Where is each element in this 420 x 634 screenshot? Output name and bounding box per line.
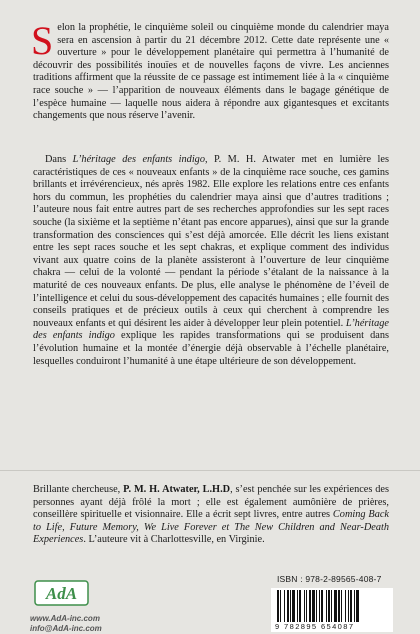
- book-title-repeat: L’héritage des enfants indigo: [33, 317, 389, 342]
- author-books: Coming Back to Life, Future Memory, We Live Forever et The New Children and Near-Death Experiences: [33, 509, 389, 546]
- bio-text-1: Brillante chercheuse,: [33, 484, 124, 495]
- intro-paragraph: [31, 18, 389, 123]
- logo-text: AdA: [45, 584, 78, 603]
- author-name: P. M. H. Atwater, L.H.D: [123, 484, 231, 495]
- barcode-bars: [273, 590, 391, 624]
- section-divider: [0, 470, 420, 471]
- isbn-block: [271, 574, 396, 632]
- description-text-1: Dans: [45, 154, 73, 165]
- barcode: [271, 588, 393, 632]
- publisher-contact: [30, 614, 102, 634]
- bio-text-3: . L’auteure vit à Charlottesville, en Virginie.: [83, 534, 265, 546]
- drop-cap: S: [31, 18, 54, 63]
- description-text-3: explique les rapides transformations qui se produisent dans l’évolution humaine et la montée d’énergie déjà observable à l’échelle planétaire, lesquelles conduiront l’humanité à une étape ultérieure de son développement.: [33, 330, 389, 367]
- publisher-logo: [34, 580, 89, 606]
- bio-text-2: , s’est penchée sur les expériences des personnes ayant déjà frôlé la mort ; elle est également aumônière de prières, conseillère spirituelle et visionnaire. Elle a écrit sept livres, entre autres: [33, 484, 389, 521]
- publisher-email[interactable]: info@AdA-inc.com: [30, 624, 102, 633]
- intro-text: elon la prophétie, le cinquième soleil ou cinquième monde du calendrier maya sera en ascension à partir du 21 décembre 2012. Cette date représente une « ouverture » pour le développement planétaire qui permettra à l’humanité de découvrir des possibilités inouïes et de nouvelles façons de vivre. Les anciennes traditions affirment que la réussite de ce passage est intimement liée à la « cinquième race souche » — l’apparition de nouveaux éléments dans le bagage génétique de l’espèce humaine — laquelle nous aidera à répondre aux gigantesques et excitants changements que nous réserve l’avenir.: [33, 22, 389, 122]
- book-title: L’héritage des enfants indigo: [72, 154, 205, 165]
- barcode-digits: 9 782895 654087: [275, 622, 391, 631]
- description-text-2: , P. M. H. Atwater met en lumière les caractéristiques de ces « nouveaux enfants » de la cinquième race souche, ces gamins brillants et irrévérencieux, nés après 1982. Elle explore les relations entre ces enfants hors du commun, les prophéties du calendrier maya ainsi que d’autres traditions ; l’auteure nous fait entre autres part de ses recherches approfondies sur les sept races souche (la sixième et la septième n’étant pas encore apparues), ainsi que sur la grande transformation des consciences qui s’est déjà amorcée. Elle décrit les liens existant entre les sept races souche et les sept chakras, et explique comment des individus vivant aux quatre coins de la planète assisteront à l’ouverture de leur cinquième chakra — celui de la volonté — pendant la période s’étalant de la naissance à la maturité de ces nouveaux enfants. De plus, elle analyse le phénomène de l’éveil de l’intelligence et celui du sous-développement des capacités humaines ; elle fournit des conseils pratiques et de précieux outils à ceux qui cherchent à comprendre les nouveaux enfants et qui désirent les aider à développer leur plein potentiel.: [33, 154, 389, 329]
- author-bio: [33, 484, 389, 547]
- publisher-website[interactable]: www.AdA-inc.com: [30, 614, 100, 623]
- isbn-label: ISBN : 978-2-89565-408-7: [277, 574, 382, 584]
- description-paragraph: [33, 154, 389, 368]
